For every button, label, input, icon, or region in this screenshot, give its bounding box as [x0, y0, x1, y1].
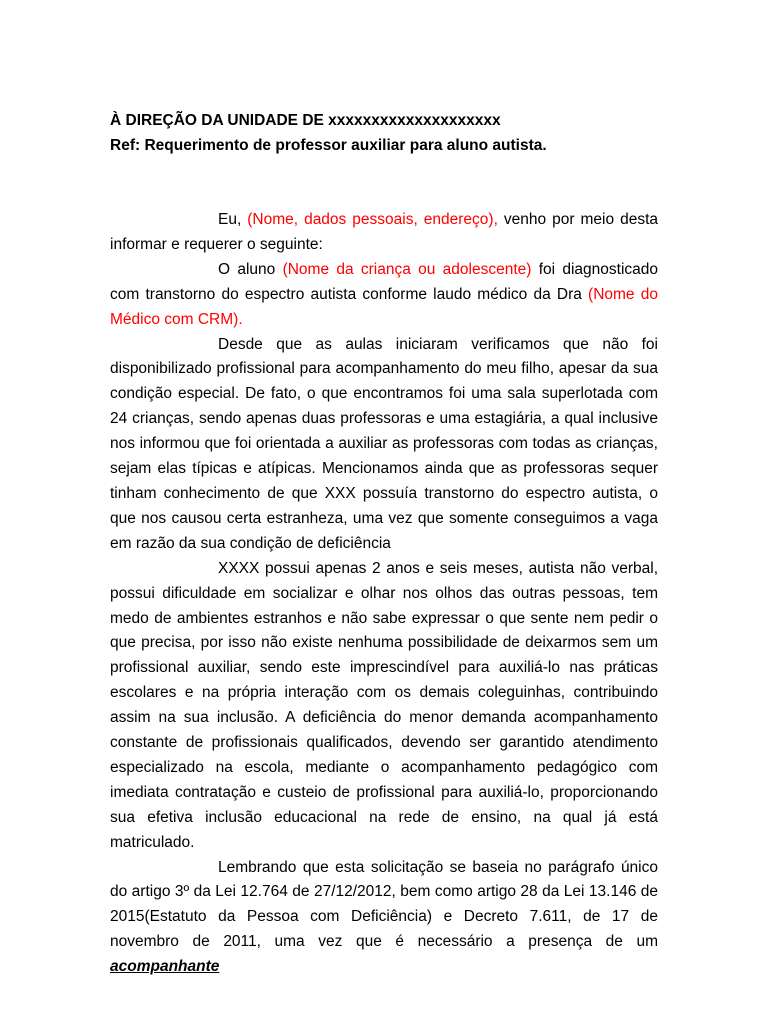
paragraph-diagnosis [110, 258, 658, 333]
letter-body [110, 208, 658, 980]
emphasized-term: acompanhante [110, 958, 220, 976]
paragraph-child-condition [110, 557, 658, 856]
text-segment: XXXX possui apenas 2 anos e seis meses, autista não verbal, possui dificuldade em socializar e olhar nos olhos das outras pessoas, tem medo de ambientes estranhos e não sabe expressar o que sente nem pedir o que precisa, por isso não existe nenhuma possibilidade de deixarmos sem um profissional auxiliar, sendo este imprescindível para auxiliá-lo nas práticas escolares e na própria interação com os demais coleguinhas, contribuindo assim na sua inclusão. A deficiência do menor demanda acompanhamento constante de profissionais qualificados, devendo ser garantido atendimento especializado na escola, mediante o acompanhamento pedagógico com imediata contratação e custeio de profissional para auxiliá-lo, proporcionando sua efetiva inclusão educacional na rede de ensino, na qual já está matriculado. [110, 559, 658, 851]
text-segment: Desde que as aulas iniciaram verificamos que não foi disponibilizado profissional para acompanhamento do meu filho, apesar da sua condição especial. De fato, o que encontramos foi uma sala superlotada com 24 crianças, sendo apenas duas professoras e uma estagiária, a qual inclusive nos informou que foi orientada a auxiliar as professoras com todas as crianças, sejam elas típicas e atípicas. Mencionamos ainda que as professoras sequer tinham conhecimento de que XXX possuía transtorno do espectro autista, o que nos causou certa estranheza, uma vez que somente conseguimos a vaga em razão da sua condição de deficiência [110, 335, 658, 552]
address-heading: À DIREÇÃO DA UNIDADE DE xxxxxxxxxxxxxxxxxxxx [110, 112, 501, 129]
paragraph-requester [110, 208, 658, 258]
placeholder-child-name: (Nome da criança ou adolescente) [282, 260, 532, 278]
reference-heading: Ref: Requerimento de professor auxiliar para aluno autista. [110, 137, 547, 154]
placeholder-requester-info: (Nome, dados pessoais, endereço), [247, 211, 498, 228]
text-segment: foi diagnosticado com transtorno do espectro autista conforme laudo médico da Dra [110, 260, 658, 303]
placeholder-doctor-name: (Nome do Médico com CRM). [110, 285, 658, 328]
text-segment: O aluno [218, 260, 283, 278]
paragraph-situation [110, 333, 658, 557]
text-segment: Lembrando que esta solicitação se baseia no parágrafo único do artigo 3º da Lei 12.764 de 27/12/2012, bem como artigo 28 da Lei 13.146 de 2015(Estatuto da Pessoa com Deficiência) e Decreto 7.611, de 17 de novembro de 2011, uma vez que é necessário a presença de um [110, 858, 658, 951]
text-segment: Eu, [218, 211, 248, 228]
paragraph-legal-basis [110, 856, 658, 981]
text-segment: venho por meio desta informar e requerer o seguinte: [110, 211, 658, 253]
